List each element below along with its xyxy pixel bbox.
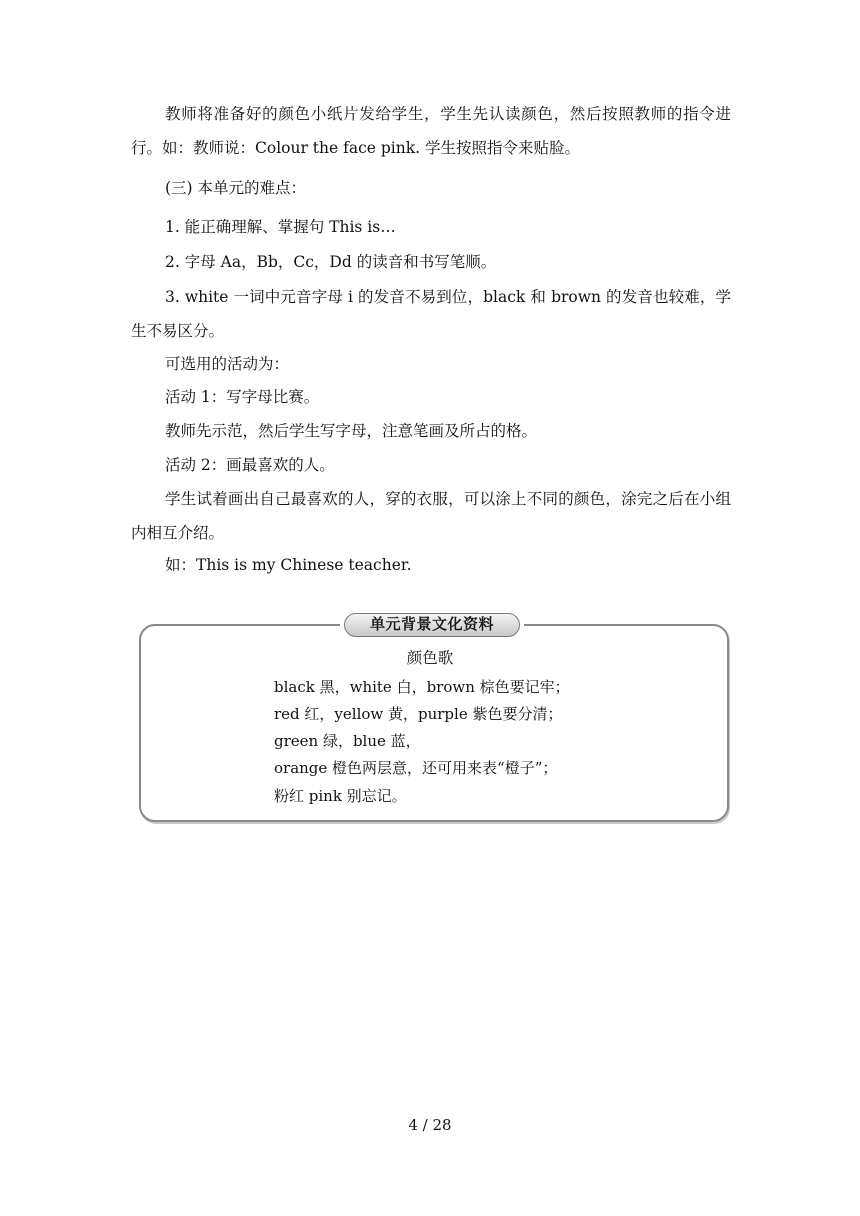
example-sentence: 如：This is my Chinese teacher. [165, 556, 412, 574]
color-song-line: green 绿，blue 蓝， [274, 732, 421, 750]
page-number: 4 / 28 [408, 1116, 452, 1134]
activity-2-title: 活动 2：画最喜欢的人。 [165, 456, 335, 474]
activities-intro: 可选用的活动为： [165, 355, 290, 373]
activity-2-description: 学生试着画出自己最喜欢的人，穿的衣服，可以涂上不同的颜色，涂完之后在小组内相互介绍。 [131, 490, 731, 542]
culture-box-tab-label: 单元背景文化资料 [344, 613, 520, 637]
difficulty-item-3: 3. white 一词中元音字母 i 的发音不易到位，black 和 brown 的发音也较难，学生不易区分。 [131, 288, 731, 340]
difficulty-item-2: 2. 字母 Aa，Bb，Cc，Dd 的读音和书写笔顺。 [165, 253, 497, 271]
color-song-line: black 黑，white 白，brown 棕色要记牢； [274, 678, 570, 696]
difficulty-item-1: 1. 能正确理解、掌握句 This is… [165, 218, 396, 236]
activity-1-title: 活动 1：写字母比赛。 [165, 388, 320, 406]
culture-box-tab-wrapper [340, 611, 524, 641]
section-difficulties-heading: (三) 本单元的难点： [165, 179, 307, 197]
color-song-line: orange 橙色两层意，还可用来表“橙子”； [274, 759, 558, 777]
color-song-title: 颜色歌 [406, 649, 454, 667]
color-song-line: 粉红 pink 别忘记。 [274, 787, 407, 805]
activity-1-description: 教师先示范，然后学生写字母，注意笔画及所占的格。 [165, 422, 538, 440]
color-song-line: red 红，yellow 黄，purple 紫色要分清； [274, 705, 563, 723]
paragraph-color-activity: 教师将准备好的颜色小纸片发给学生，学生先认读颜色，然后按照教师的指令进行。如：教师说：Colour the face pink. 学生按照指令来贴脸。 [131, 105, 731, 157]
